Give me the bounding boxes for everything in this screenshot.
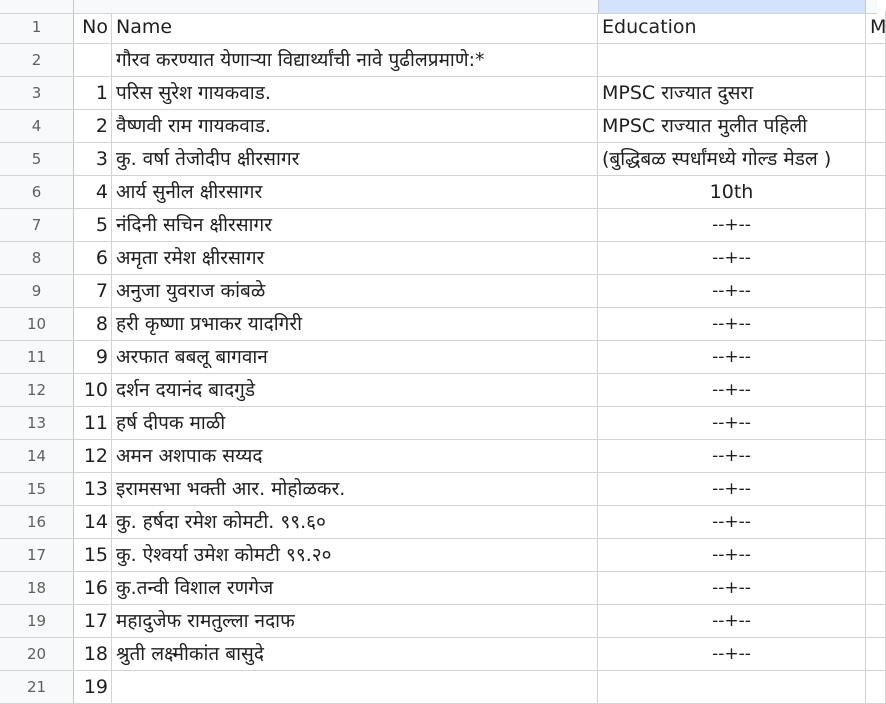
student-education-cell[interactable]: --+-- <box>598 407 866 440</box>
student-no-cell[interactable]: 2 <box>74 110 112 143</box>
student-name-cell[interactable]: श्रुती लक्ष्मीकांत बासुदे <box>112 638 598 671</box>
student-no-cell[interactable]: 1 <box>74 77 112 110</box>
row-header[interactable]: 1 <box>0 11 74 44</box>
student-name-cell[interactable]: अरफात बबलू बागवान <box>112 341 598 374</box>
student-no-cell[interactable]: 13 <box>74 473 112 506</box>
student-education-cell[interactable]: --+-- <box>598 473 866 506</box>
next-cell[interactable] <box>866 638 886 671</box>
row-header[interactable]: 5 <box>0 143 74 176</box>
student-name-cell[interactable]: अमृता रमेश क्षीरसागर <box>112 242 598 275</box>
row-header[interactable]: 3 <box>0 77 74 110</box>
sheet-row <box>0 638 877 671</box>
student-education-cell[interactable]: --+-- <box>598 605 866 638</box>
sheet-row <box>0 176 877 209</box>
column-header-selected[interactable] <box>598 0 866 13</box>
row-header[interactable]: 8 <box>0 242 74 275</box>
next-cell[interactable] <box>866 209 886 242</box>
student-education-cell[interactable]: MPSC राज्यात दुसरा <box>598 77 866 110</box>
student-no-cell[interactable]: 18 <box>74 638 112 671</box>
next-cell[interactable] <box>866 77 886 110</box>
next-cell[interactable] <box>866 308 886 341</box>
student-education-cell[interactable]: --+-- <box>598 440 866 473</box>
next-cell[interactable] <box>866 473 886 506</box>
next-cell[interactable] <box>866 242 886 275</box>
student-no-cell[interactable]: 11 <box>74 407 112 440</box>
student-no-cell[interactable]: 19 <box>74 671 112 704</box>
student-no-cell[interactable]: 10 <box>74 374 112 407</box>
student-name-cell[interactable]: इरामसभा भक्ती आर. मोहोळकर. <box>112 473 598 506</box>
next-cell[interactable] <box>866 143 886 176</box>
no-cell[interactable] <box>74 44 112 77</box>
sheet-row <box>0 572 877 605</box>
next-cell[interactable] <box>866 341 886 374</box>
row-header[interactable]: 13 <box>0 407 74 440</box>
student-education-cell[interactable]: --+-- <box>598 539 866 572</box>
next-cell[interactable] <box>866 440 886 473</box>
student-name-cell[interactable]: अमन अशपाक सय्यद <box>112 440 598 473</box>
row-header[interactable]: 6 <box>0 176 74 209</box>
student-name-cell[interactable]: अनुजा युवराज कांबळे <box>112 275 598 308</box>
student-no-cell[interactable]: 16 <box>74 572 112 605</box>
student-name-cell[interactable]: दर्शन दयानंद बादगुडे <box>112 374 598 407</box>
student-education-cell[interactable]: --+-- <box>598 308 866 341</box>
row-header[interactable]: 20 <box>0 638 74 671</box>
student-name-cell[interactable]: वैष्णवी राम गायकवाड. <box>112 110 598 143</box>
row-header[interactable]: 2 <box>0 44 74 77</box>
sheet-row <box>0 473 877 506</box>
student-name-cell[interactable]: हरी कृष्णा प्रभाकर यादगिरी <box>112 308 598 341</box>
student-name-cell[interactable]: नंदिनी सचिन क्षीरसागर <box>112 209 598 242</box>
student-education-cell[interactable]: --+-- <box>598 374 866 407</box>
row-header[interactable]: 11 <box>0 341 74 374</box>
student-name-cell[interactable]: परिस सुरेश गायकवाड. <box>112 77 598 110</box>
sheet-row <box>0 605 877 638</box>
student-no-cell[interactable]: 4 <box>74 176 112 209</box>
student-no-cell[interactable]: 7 <box>74 275 112 308</box>
sheet-row <box>0 242 877 275</box>
column-header-strip <box>0 0 877 14</box>
row-header[interactable]: 14 <box>0 440 74 473</box>
student-education-cell[interactable]: --+-- <box>598 341 866 374</box>
student-education-cell[interactable]: (बुद्धिबळ स्पर्धांमध्ये गोल्ड मेडल ) <box>598 143 866 176</box>
sheet-row <box>0 341 877 374</box>
student-no-cell[interactable]: 12 <box>74 440 112 473</box>
next-cell[interactable] <box>866 374 886 407</box>
next-cell[interactable] <box>866 539 886 572</box>
student-education-cell[interactable]: --+-- <box>598 638 866 671</box>
sheet-row <box>0 671 877 704</box>
row-header[interactable]: 12 <box>0 374 74 407</box>
header-next-cell[interactable]: M <box>866 11 886 44</box>
next-cell[interactable] <box>866 407 886 440</box>
select-all-corner[interactable] <box>0 0 74 13</box>
student-no-cell[interactable]: 15 <box>74 539 112 572</box>
student-no-cell[interactable]: 3 <box>74 143 112 176</box>
student-name-cell[interactable]: कु. ऐश्वर्या उमेश कोमटी ९९.२० <box>112 539 598 572</box>
student-education-cell[interactable]: --+-- <box>598 209 866 242</box>
student-education-cell[interactable]: --+-- <box>598 275 866 308</box>
student-education-cell[interactable] <box>598 671 866 704</box>
next-cell[interactable] <box>866 572 886 605</box>
sheet-row <box>0 11 886 44</box>
row-header[interactable]: 16 <box>0 506 74 539</box>
student-education-cell[interactable]: --+-- <box>598 572 866 605</box>
next-cell[interactable] <box>866 671 886 704</box>
next-cell[interactable] <box>866 275 886 308</box>
header-name-cell[interactable]: Name <box>112 11 598 44</box>
row-header[interactable]: 9 <box>0 275 74 308</box>
student-no-cell[interactable]: 6 <box>74 242 112 275</box>
next-cell[interactable] <box>866 44 886 77</box>
sheet-row <box>0 209 877 242</box>
sheet-row <box>0 77 877 110</box>
student-education-cell[interactable]: MPSC राज्यात मुलीत पहिली <box>598 110 866 143</box>
row-header[interactable]: 17 <box>0 539 74 572</box>
next-cell[interactable] <box>866 110 886 143</box>
student-name-cell[interactable]: हर्ष दीपक माळी <box>112 407 598 440</box>
header-no-cell[interactable]: No <box>74 11 112 44</box>
sheet-row <box>0 308 877 341</box>
student-no-cell[interactable]: 9 <box>74 341 112 374</box>
education-cell[interactable] <box>598 44 866 77</box>
student-education-cell[interactable]: --+-- <box>598 242 866 275</box>
row-header[interactable]: 21 <box>0 671 74 704</box>
student-name-cell[interactable]: कु.तन्वी विशाल रणगेज <box>112 572 598 605</box>
student-education-cell[interactable]: 10th <box>598 176 866 209</box>
student-name-cell[interactable]: कु. वर्षा तेजोदीप क्षीरसागर <box>112 143 598 176</box>
sheet-row <box>0 110 877 143</box>
sheet-row <box>0 407 877 440</box>
row-header[interactable]: 4 <box>0 110 74 143</box>
next-cell[interactable] <box>866 506 886 539</box>
student-no-cell[interactable]: 5 <box>74 209 112 242</box>
next-cell[interactable] <box>866 605 886 638</box>
sheet-row <box>0 143 877 176</box>
student-education-cell[interactable]: --+-- <box>598 506 866 539</box>
next-cell[interactable] <box>866 176 886 209</box>
student-name-cell[interactable]: आर्य सुनील क्षीरसागर <box>112 176 598 209</box>
header-education-cell[interactable]: Education <box>598 11 866 44</box>
sheet-row <box>0 506 877 539</box>
student-no-cell[interactable]: 17 <box>74 605 112 638</box>
student-name-cell[interactable] <box>112 671 598 704</box>
sheet-row <box>0 539 877 572</box>
student-no-cell[interactable]: 14 <box>74 506 112 539</box>
sheet-row <box>0 275 877 308</box>
student-no-cell[interactable]: 8 <box>74 308 112 341</box>
intro-text-cell[interactable]: गौरव करण्यात येणाऱ्या विद्यार्थ्यांची नावे पुढीलप्रमाणे:* <box>112 44 598 77</box>
row-header[interactable]: 10 <box>0 308 74 341</box>
row-header[interactable]: 18 <box>0 572 74 605</box>
sheet-row <box>0 44 877 77</box>
row-header[interactable]: 15 <box>0 473 74 506</box>
sheet-row <box>0 374 877 407</box>
sheet-row <box>0 440 877 473</box>
student-name-cell[interactable]: महादुजेफ रामतुल्ला नदाफ <box>112 605 598 638</box>
row-header[interactable]: 19 <box>0 605 74 638</box>
student-name-cell[interactable]: कु. हर्षदा रमेश कोमटी. ९९.६० <box>112 506 598 539</box>
row-header[interactable]: 7 <box>0 209 74 242</box>
